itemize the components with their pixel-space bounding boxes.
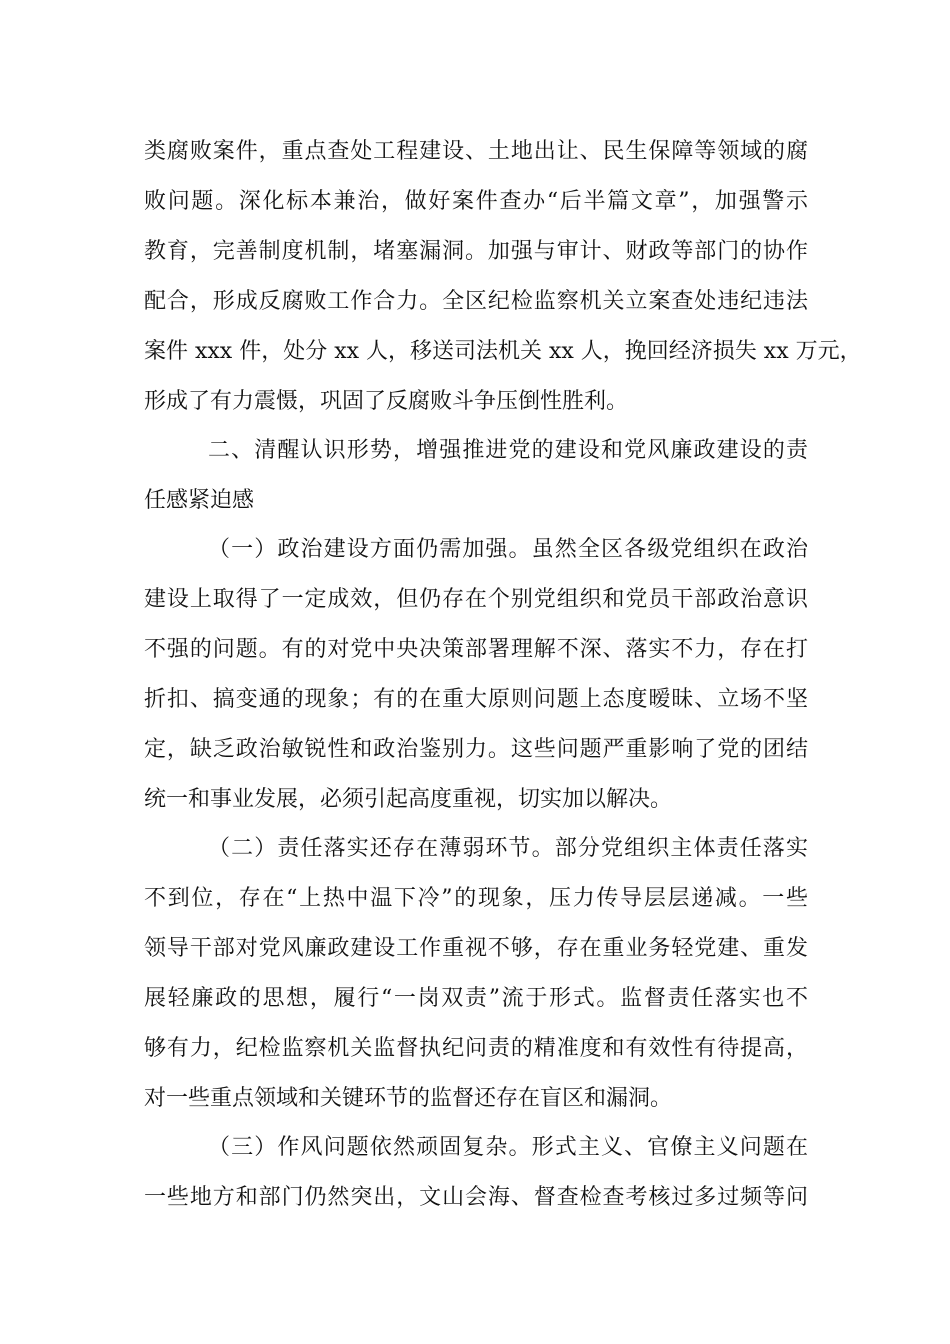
body-line: 对一些重点领域和关键环节的监督还存在盲区和漏洞。 (144, 1086, 673, 1111)
body-line: 不到位，存在“上热中温下冷”的现象，压力传导层层递减。一些 (144, 886, 808, 911)
body-line: 够有力，纪检监察机关监督执纪问责的精准度和有效性有待提高， (144, 1036, 808, 1061)
body-line: 案件 xxx 件，处分 xx 人，移送司法机关 xx 人，挽回经济损失 xx 万元， (144, 339, 862, 364)
body-line: 败问题。深化标本兼治，做好案件查办“后半篇文章”，加强警示 (144, 189, 808, 214)
body-line: 一些地方和部门仍然突出，文山会海、督查检查考核过多过频等问 (144, 1185, 808, 1210)
body-line: 建设上取得了一定成效，但仍存在个别党组织和党员干部政治意识 (144, 587, 808, 612)
body-line: 教育，完善制度机制，堵塞漏洞。加强与审计、财政等部门的协作 (144, 239, 808, 264)
section-heading-continued: 任感紧迫感 (144, 488, 255, 513)
body-line: 统一和事业发展，必须引起高度重视，切实加以解决。 (144, 787, 673, 812)
body-line: 定，缺乏政治敏锐性和政治鉴别力。这些问题严重影响了党的团结 (144, 737, 808, 762)
subsection-paragraph-start: （三）作风问题依然顽固复杂。形式主义、官僚主义问题在 (208, 1135, 808, 1160)
subsection-paragraph-start: （二）责任落实还存在薄弱环节。部分党组织主体责任落实 (208, 836, 808, 861)
body-line: 展轻廉政的思想，履行“一岗双责”流于形式。监督责任落实也不 (144, 986, 808, 1011)
body-line: 领导干部对党风廉政建设工作重视不够，存在重业务轻党建、重发 (144, 936, 808, 961)
body-line: 折扣、搞变通的现象；有的在重大原则问题上态度暧昧、立场不坚 (144, 687, 808, 712)
body-line: 形成了有力震慑，巩固了反腐败斗争压倒性胜利。 (144, 389, 629, 414)
subsection-paragraph-start: （一）政治建设方面仍需加强。虽然全区各级党组织在政治 (208, 537, 808, 562)
body-line: 不强的问题。有的对党中央决策部署理解不深、落实不力，存在打 (144, 637, 808, 662)
section-heading: 二、清醒认识形势，增强推进党的建设和党风廉政建设的责 (208, 438, 808, 463)
body-line: 类腐败案件，重点查处工程建设、土地出让、民生保障等领域的腐 (144, 139, 808, 164)
body-line: 配合，形成反腐败工作合力。全区纪检监察机关立案查处违纪违法 (144, 289, 808, 314)
